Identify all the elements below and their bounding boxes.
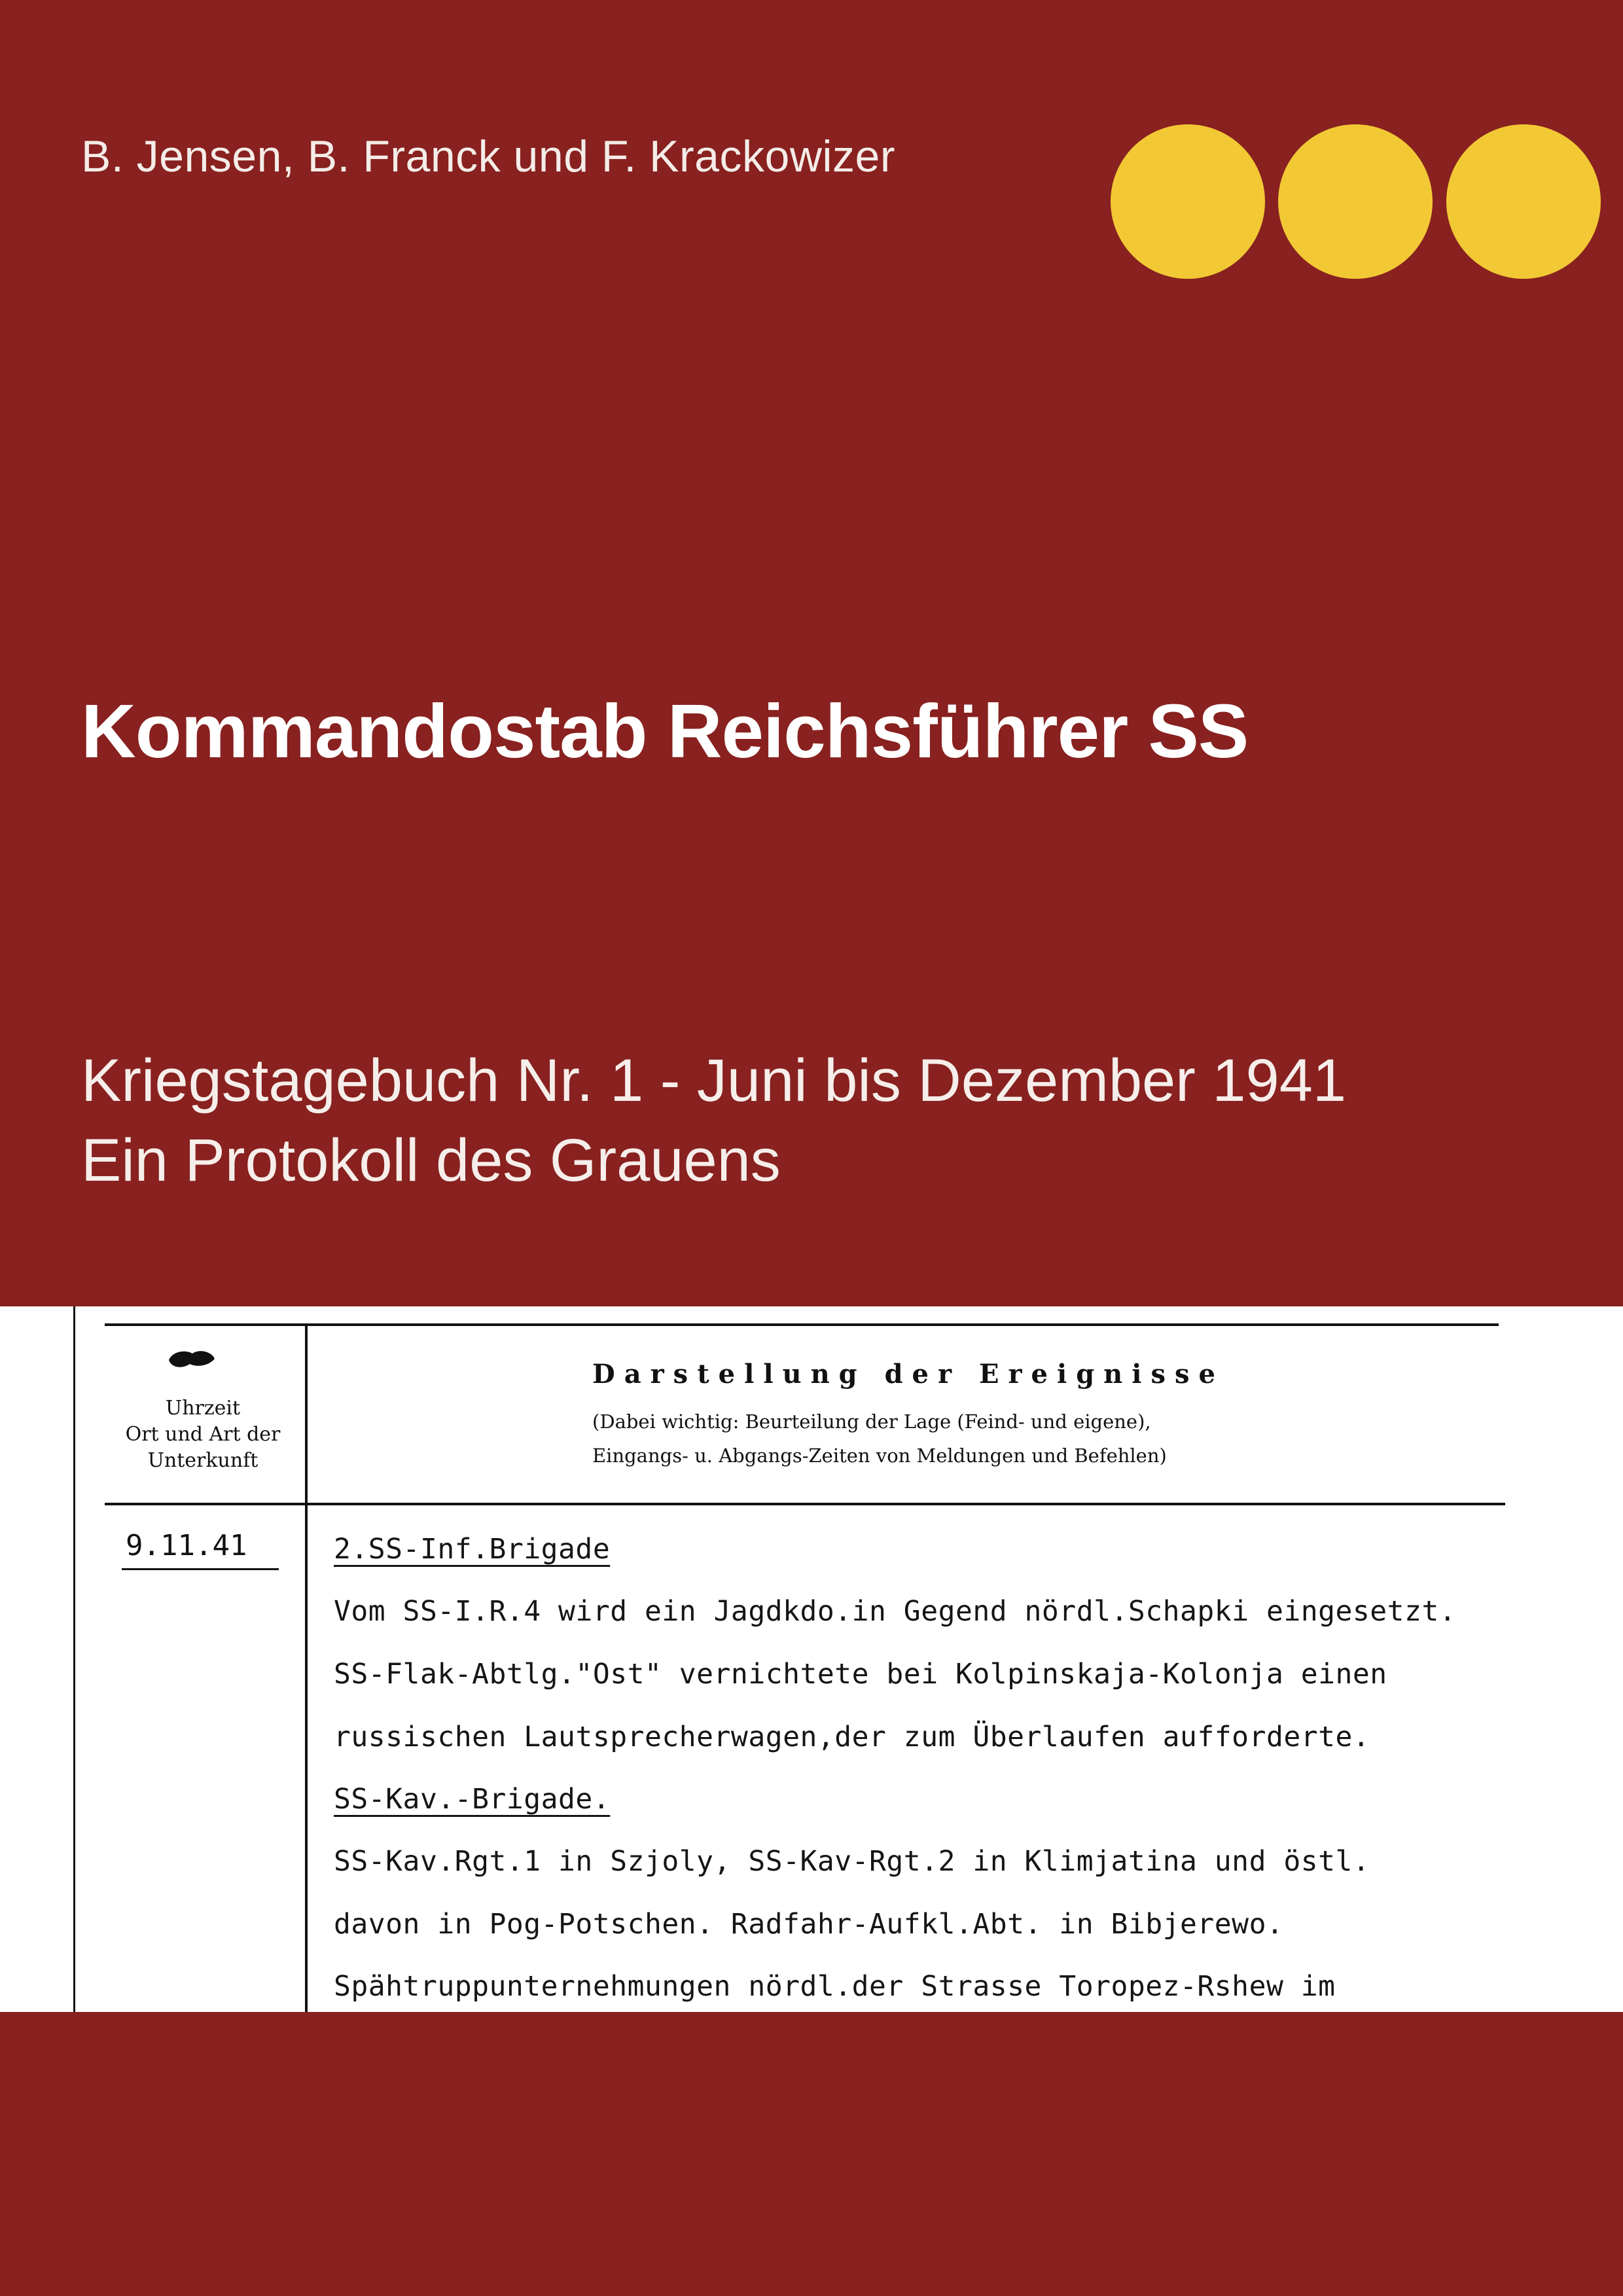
header-rule: [105, 1503, 1505, 1505]
right-column-header-title: Darstellung der Ereignisse: [592, 1359, 1224, 1390]
entry-line-1: 2.SS-Inf.Brigade: [334, 1533, 611, 1566]
header-note-line-2: Eingangs- u. Abgangs-Zeiten von Meldungen und Befehlen): [592, 1444, 1167, 1467]
date-underline: [122, 1568, 279, 1570]
header-note-line-1: (Dabei wichtig: Beurteilung der Lage (Feind- und eigene),: [592, 1410, 1151, 1433]
entry-date: 9.11.41: [126, 1529, 247, 1562]
right-column-header-note: [592, 1405, 1167, 1473]
page-edge-line: [73, 1306, 75, 2012]
scanned-document-excerpt: [0, 1306, 1623, 2012]
entry-line-3: SS-Flak-Abtlg."Ost" vernichtete bei Kolpinskaja-Kolonja einen: [334, 1658, 1387, 1691]
subtitle-line-2: Ein Protokoll des Grauens: [81, 1127, 781, 1194]
authors: B. Jensen, B. Franck und F. Krackowizer: [81, 132, 895, 181]
entry-line-4: russischen Lautsprecherwagen,der zum Überlaufen aufforderte.: [334, 1721, 1370, 1753]
left-header-line-2: Ort und Art der: [125, 1423, 281, 1446]
book-title: Kommandostab Reichsführer SS: [81, 689, 1249, 774]
entry-line-6: SS-Kav.Rgt.1 in Szjoly, SS-Kav-Rgt.2 in Klimjatina und östl.: [334, 1845, 1370, 1878]
entry-line-2: Vom SS-I.R.4 wird ein Jagdkdo.in Gegend nördl.Schapki eingesetzt.: [334, 1595, 1457, 1628]
top-rule: [105, 1323, 1499, 1326]
entry-line-7: davon in Pog-Potschen. Radfahr-Aufkl.Abt. in Bibjerewo.: [334, 1908, 1284, 1941]
left-column-header: [105, 1357, 301, 1474]
decorative-dot-2: [1278, 124, 1433, 279]
entry-line-8: Spähtruppunternehmungen nördl.der Strasse Toropez-Rshew im: [334, 1970, 1336, 2003]
left-header-line-1: Uhrzeit: [165, 1397, 241, 1420]
subtitle-line-1: Kriegstagebuch Nr. 1 - Juni bis Dezember 1941: [81, 1047, 1347, 1114]
entry-line-5: SS-Kav.-Brigade.: [334, 1783, 611, 1816]
column-divider: [305, 1323, 308, 2012]
decorative-dot-3: [1446, 124, 1601, 279]
left-header-line-3: Unterkunft: [147, 1449, 259, 1472]
book-subtitle: [81, 1041, 1346, 1200]
decorative-dot-1: [1111, 124, 1265, 279]
